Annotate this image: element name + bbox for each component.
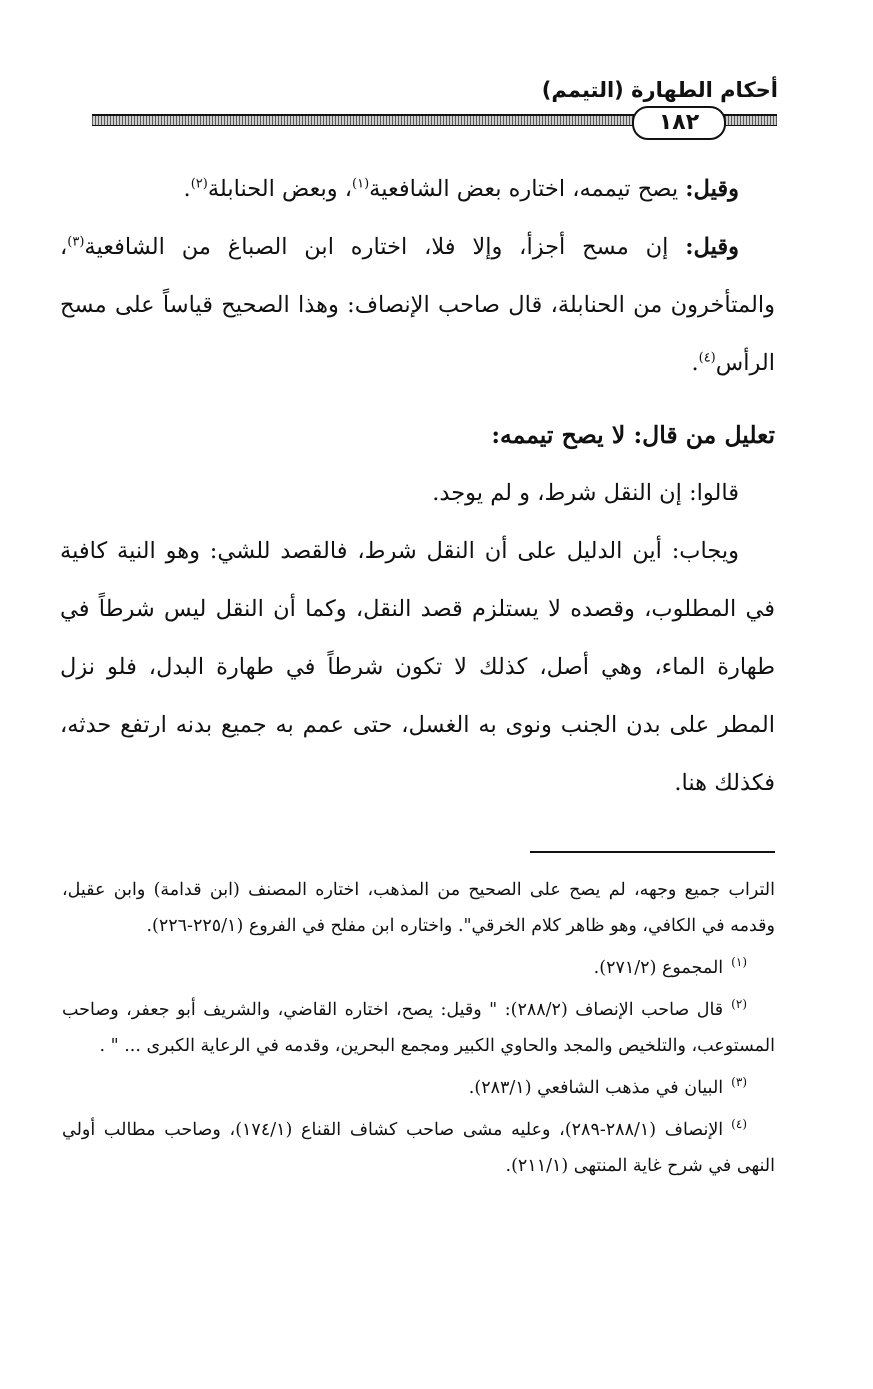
footnote-ref: (١)	[352, 176, 370, 192]
footnote-ref: (٢)	[190, 176, 208, 192]
paragraph: ويجاب: أين الدليل على أن النقل شرط، فالقصد للشي: وهو النية كافية في المطلوب، وقصده لا يستلزم قصد النقل، وكما أن النقل ليس شرطاً في طهارة الماء، وهي أصل، كذلك لا تكون شرطاً في طهارة البدل، فلو نزل المطر على بدن الجنب ونوى به الغسل، حتى عمم به جميع بدنه ارتفع حدثه، فكذلك هنا.	[60, 538, 775, 796]
footnote-text: المجموع (٢٧١/٢).	[593, 958, 724, 978]
running-title: أحكام الطهارة (التيمم)	[541, 78, 778, 102]
footnote	[62, 1112, 775, 1184]
paragraph-lead: وقيل:	[685, 176, 739, 202]
footnote-text: الإنصاف (٢٨٨/١-٢٨٩)، وعليه مشى صاحب كشاف القناع (١٧٤/١)، وصاحب مطالب أولي النهى في شرح غاية المنتهى (٢١١/١).	[62, 1120, 775, 1176]
paragraph-text: ، وبعض الحنابلة	[207, 176, 352, 202]
footnote-number: (٤)	[731, 1117, 747, 1132]
paragraph	[60, 160, 775, 218]
footnote-continuation: التراب جميع وجهه، لم يصح على الصحيح من المذهب، اختاره المصنف (ابن قدامة) وابن عقيل، وقدمه في الكافي، وهو ظاهر كلام الخرقي". واختاره ابن مفلح في الفروع (٢٢٥/١-٢٢٦).	[62, 880, 775, 936]
footnote-ref: (٤)	[698, 350, 716, 366]
footnotes	[62, 872, 775, 1184]
footnote	[62, 992, 775, 1064]
paragraph-text: يصح تيممه، اختاره بعض الشافعية	[369, 176, 686, 202]
footnote-text: البيان في مذهب الشافعي (٢٨٣/١).	[468, 1078, 724, 1098]
paragraph-text: .	[183, 176, 191, 202]
footnote-number: (٣)	[731, 1075, 747, 1090]
paragraph-text: ، والمتأخرون من الحنابلة، قال صاحب الإنصاف: وهذا الصحيح قياساً على مسح الرأس	[60, 234, 775, 376]
paragraph-lead: وقيل:	[685, 234, 739, 260]
paragraph-text: .	[691, 350, 699, 376]
footnote-number: (٢)	[731, 997, 747, 1012]
footnote-text: قال صاحب الإنصاف (٢٨٨/٢): " وقيل: يصح، اختاره القاضي، والشريف أبو جعفر، وصاحب المستوعب، والتلخيص والمجد والحاوي الكبير ومجمع البحرين، وقدمه في الرعاية الكبرى ... " .	[62, 1000, 775, 1056]
main-text	[60, 160, 775, 812]
footnote	[62, 1070, 775, 1106]
footnote-number: (١)	[731, 955, 747, 970]
footnote-ref: (٣)	[67, 234, 85, 250]
paragraph	[60, 218, 775, 392]
page-number: ١٨٢	[632, 106, 726, 140]
footnote-separator	[530, 851, 775, 853]
paragraph: قالوا: إن النقل شرط، و لم يوجد.	[432, 480, 739, 506]
section-heading: تعليل من قال: لا يصح تيممه:	[491, 421, 775, 449]
footnote	[62, 950, 775, 986]
paragraph-text: إن مسح أجزأ، وإلا فلا، اختاره ابن الصباغ من الشافعية	[84, 234, 686, 260]
